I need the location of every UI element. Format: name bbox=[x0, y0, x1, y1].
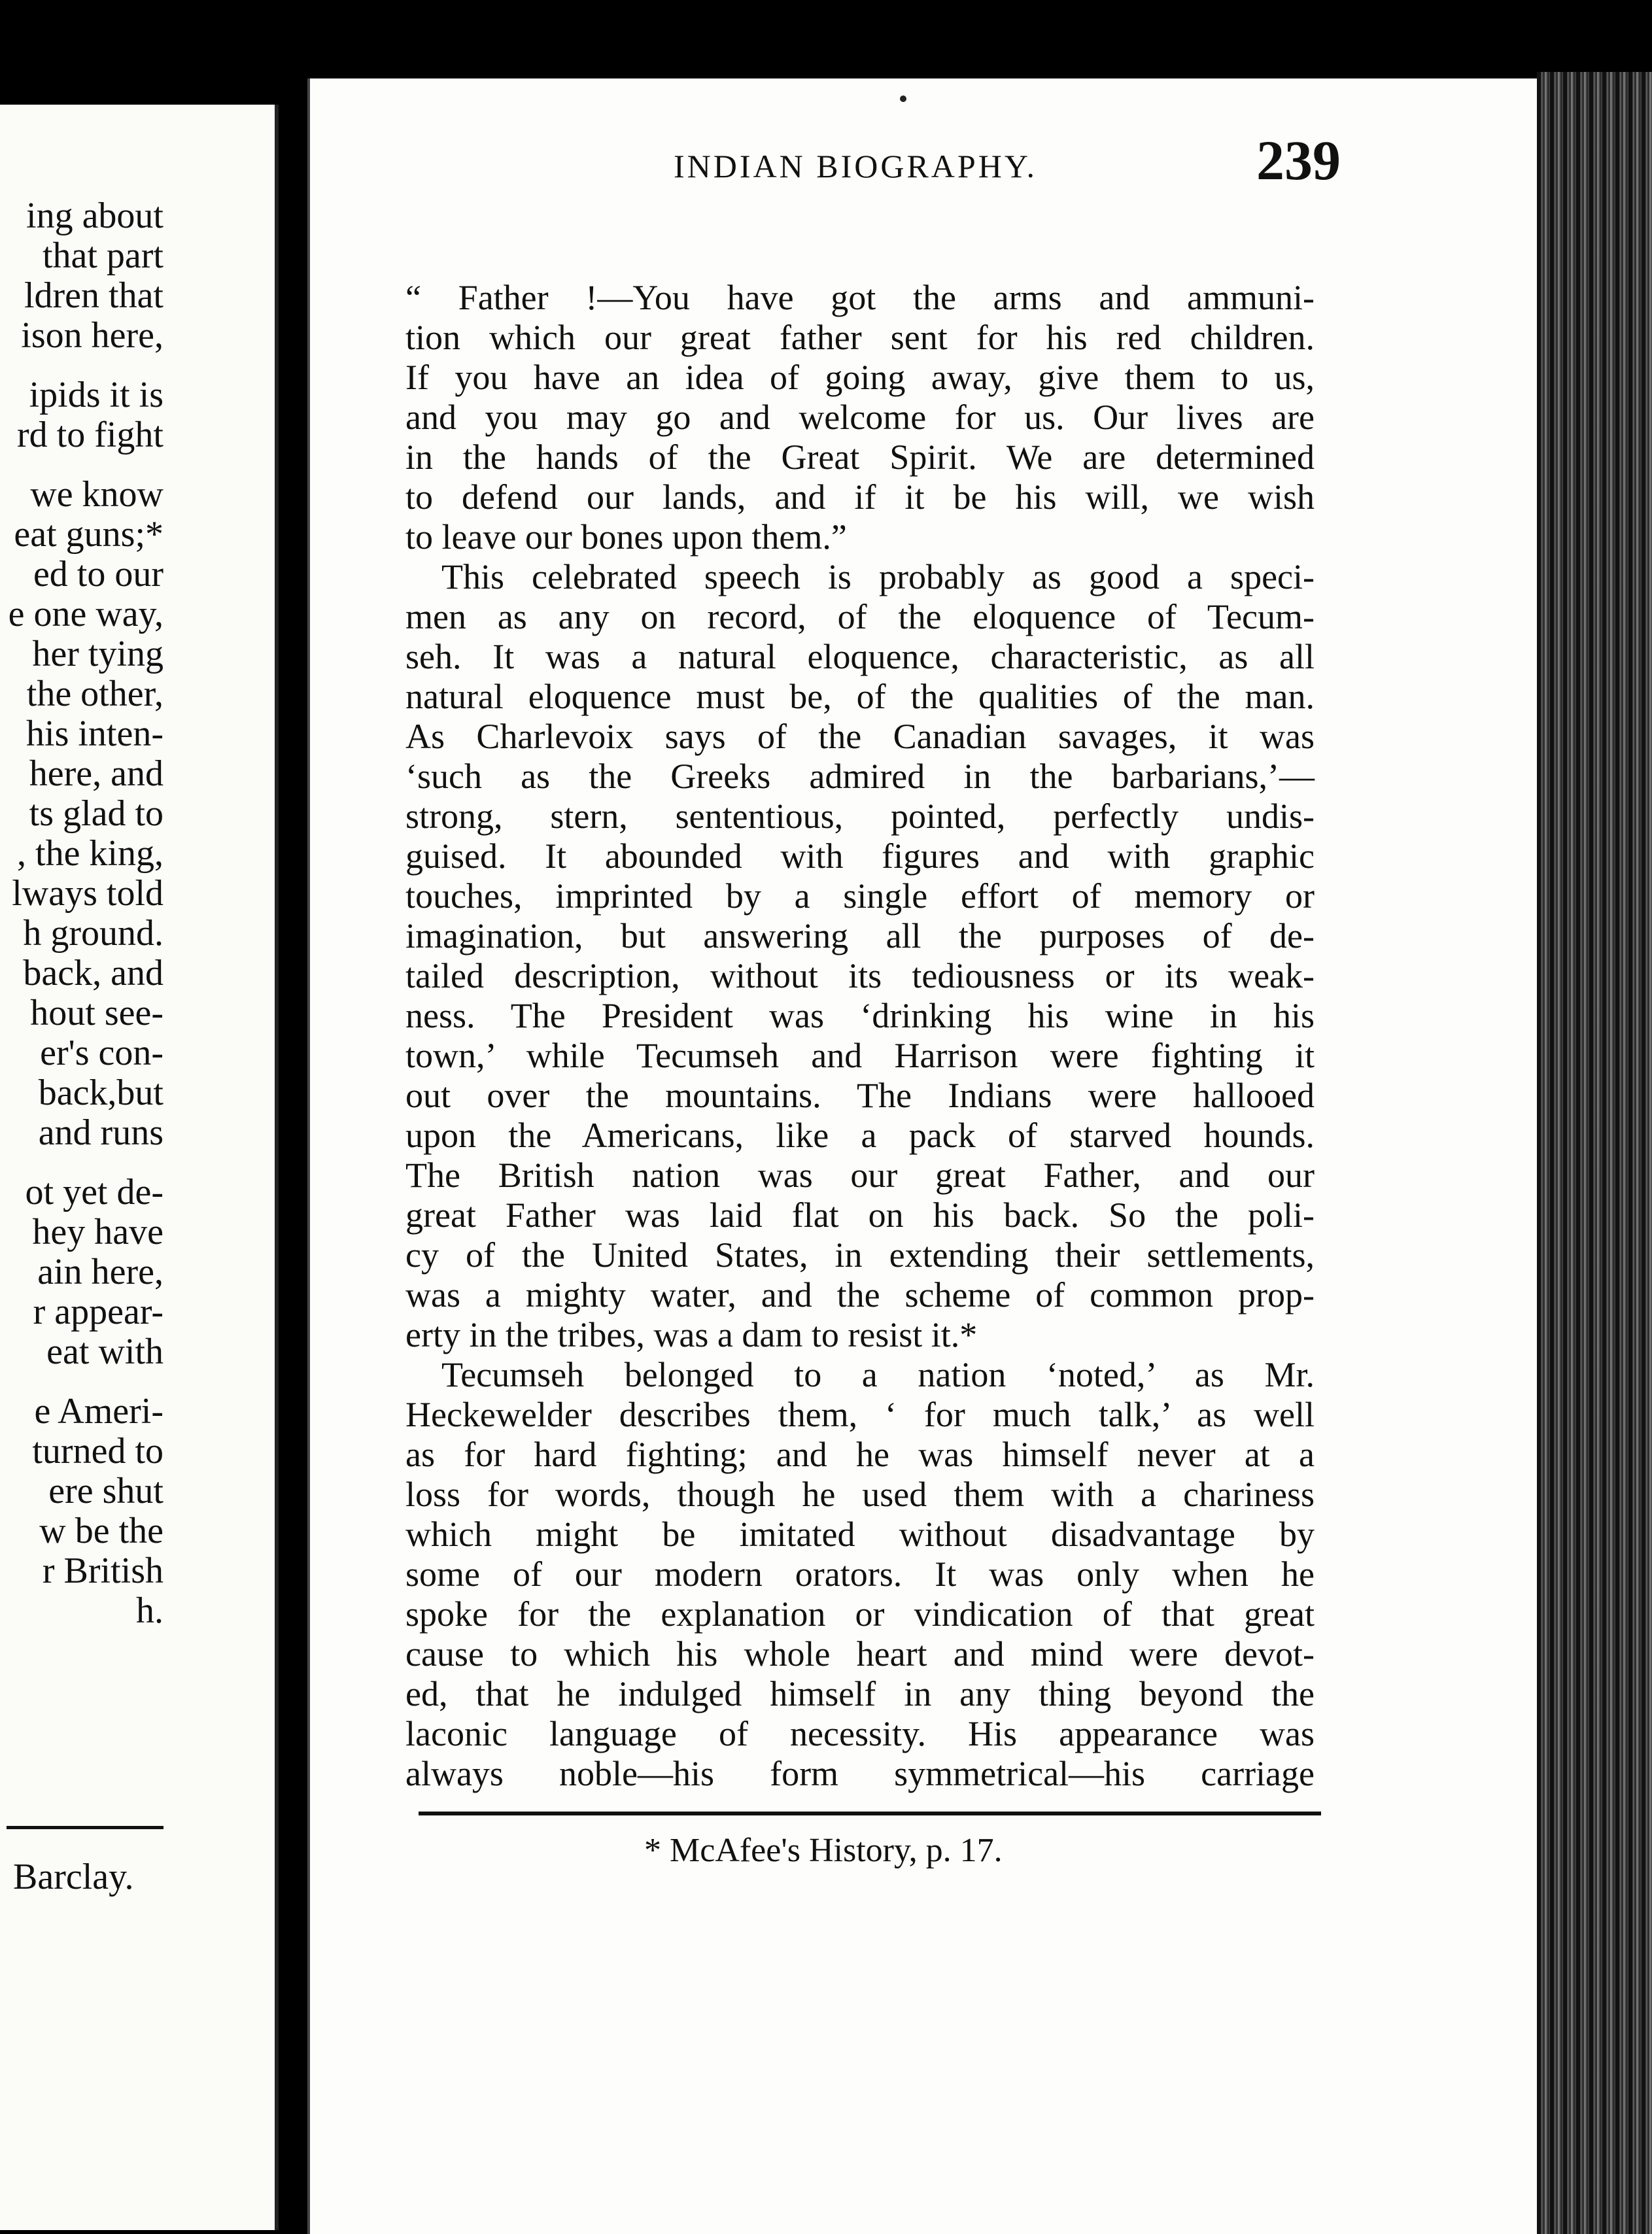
left-text-line: ed to our bbox=[33, 554, 163, 594]
left-text-line: , the king, bbox=[17, 833, 163, 874]
left-text-line: hey have bbox=[32, 1212, 163, 1252]
text-line: erty in the tribes, was a dam to resist it.* bbox=[405, 1315, 978, 1354]
text-line: upon the Americans, like a pack of starved hounds. bbox=[405, 1116, 1315, 1155]
text-line: great Father was laid flat on his back. So the poli- bbox=[405, 1195, 1315, 1235]
left-text-line: rd to fight bbox=[17, 415, 163, 455]
left-text-line: er's con- bbox=[40, 1033, 163, 1073]
left-text-line: h ground. bbox=[23, 913, 163, 954]
left-footnote-rule bbox=[7, 1826, 163, 1829]
text-line: strong, stern, sententious, pointed, perfectly undis- bbox=[405, 797, 1315, 836]
text-line: seh. It was a natural eloquence, characteristic, as all bbox=[405, 637, 1315, 676]
book-page-edges bbox=[1537, 72, 1652, 2234]
text-line: in the hands of the Great Spirit. We are determined bbox=[405, 438, 1315, 477]
left-text-line: ere shut bbox=[48, 1471, 163, 1511]
text-line: cause to which his whole heart and mind were devot- bbox=[405, 1634, 1315, 1674]
left-text-line: ing about bbox=[26, 196, 163, 236]
left-text-line: eat guns;* bbox=[14, 514, 163, 555]
left-text-line: back,but bbox=[38, 1073, 163, 1113]
text-line: Heckewelder describes them, ‘ for much talk,’ as well bbox=[405, 1395, 1315, 1434]
body-text bbox=[405, 278, 1315, 1794]
text-line: and you may go and welcome for us. Our lives are bbox=[405, 398, 1315, 437]
left-text-line: back, and bbox=[23, 953, 163, 993]
left-text-line: her tying bbox=[32, 634, 163, 674]
text-line: Tecumseh belonged to a nation ‘noted,’ as Mr. bbox=[441, 1355, 1315, 1394]
left-text-line: e Ameri- bbox=[34, 1391, 163, 1432]
left-text-line: turned to bbox=[32, 1431, 163, 1471]
left-text-line: eat with bbox=[46, 1332, 163, 1372]
running-head bbox=[353, 128, 1341, 199]
text-line: guised. It abounded with figures and with graphic bbox=[405, 836, 1315, 876]
text-line: out over the mountains. The Indians were hallooed bbox=[405, 1076, 1315, 1115]
left-text-line: his inten- bbox=[26, 713, 163, 754]
left-text-line: we know bbox=[30, 474, 163, 515]
page-number: 239 bbox=[1256, 129, 1341, 192]
text-line: to defend our lands, and if it be his will, we wish bbox=[405, 477, 1315, 517]
text-line: which might be imitated without disadvantage by bbox=[405, 1515, 1315, 1554]
left-footnote: Barclay. bbox=[13, 1857, 134, 1897]
text-line: As Charlevoix says of the Canadian savages, it was bbox=[405, 717, 1315, 756]
text-line: cy of the United States, in extending their settlements, bbox=[405, 1235, 1315, 1275]
text-line: some of our modern orators. It was only when he bbox=[405, 1555, 1315, 1594]
text-line: always noble—his form symmetrical—his carriage bbox=[405, 1754, 1315, 1793]
running-title: INDIAN BIOGRAPHY. bbox=[674, 148, 1037, 184]
left-text-line: h. bbox=[136, 1590, 163, 1631]
left-text-line: r British bbox=[42, 1551, 163, 1591]
left-text-line: r appear- bbox=[33, 1292, 163, 1332]
text-line: to leave our bones upon them.” bbox=[405, 517, 847, 557]
text-line: imagination, but answering all the purposes of de- bbox=[405, 916, 1315, 955]
text-line: tion which our great father sent for his red children. bbox=[405, 318, 1315, 357]
text-line: laconic language of necessity. His appearance was bbox=[405, 1714, 1315, 1753]
text-line: If you have an idea of going away, give them to us, bbox=[405, 358, 1315, 397]
footnote-rule bbox=[419, 1812, 1321, 1815]
text-line: This celebrated speech is probably as good a speci- bbox=[441, 557, 1315, 596]
text-line: ness. The President was ‘drinking his wine in his bbox=[405, 996, 1315, 1035]
text-line: ed, that he indulged himself in any thing beyond the bbox=[405, 1674, 1315, 1713]
text-line: town,’ while Tecumseh and Harrison were fighting it bbox=[405, 1036, 1315, 1075]
text-line: tailed description, without its tediousness or its weak- bbox=[405, 956, 1315, 995]
text-line: spoke for the explanation or vindication of that great bbox=[405, 1594, 1315, 1634]
left-facing-page bbox=[0, 105, 279, 2230]
left-text-line: lways told bbox=[12, 873, 163, 914]
text-line: as for hard fighting; and he was himself never at a bbox=[405, 1435, 1315, 1474]
left-text-line: that part bbox=[42, 235, 163, 276]
left-text-line: hout see- bbox=[30, 993, 163, 1033]
footnote: * McAfee's History, p. 17. bbox=[644, 1832, 1003, 1869]
text-line: was a mighty water, and the scheme of common prop- bbox=[405, 1275, 1315, 1315]
printing-speck bbox=[900, 95, 906, 102]
left-text-line: and runs bbox=[38, 1112, 163, 1153]
text-line: touches, imprinted by a single effort of memory or bbox=[405, 876, 1315, 916]
left-text-line: ot yet de- bbox=[25, 1172, 163, 1212]
text-line: “ Father !—You have got the arms and ammuni- bbox=[405, 278, 1315, 317]
text-line: loss for words, though he used them with a chariness bbox=[405, 1475, 1315, 1514]
left-text-line: ipids it is bbox=[29, 375, 163, 415]
text-line: natural eloquence must be, of the qualities of the man. bbox=[405, 677, 1315, 716]
text-line: men as any on record, of the eloquence of Tecum- bbox=[405, 597, 1315, 636]
left-text-line: here, and bbox=[29, 753, 163, 794]
text-line: ‘such as the Greeks admired in the barbarians,’— bbox=[405, 757, 1315, 796]
left-text-line: e one way, bbox=[8, 594, 163, 634]
left-text-line: ain here, bbox=[37, 1252, 163, 1292]
left-text-line: w be the bbox=[39, 1511, 163, 1551]
left-text-line: ts glad to bbox=[29, 793, 163, 834]
text-line: The British nation was our great Father, and our bbox=[405, 1156, 1315, 1195]
left-text-line: ldren that bbox=[24, 275, 163, 316]
left-text-line: ison here, bbox=[21, 315, 163, 356]
left-text-line: the other, bbox=[26, 674, 163, 714]
